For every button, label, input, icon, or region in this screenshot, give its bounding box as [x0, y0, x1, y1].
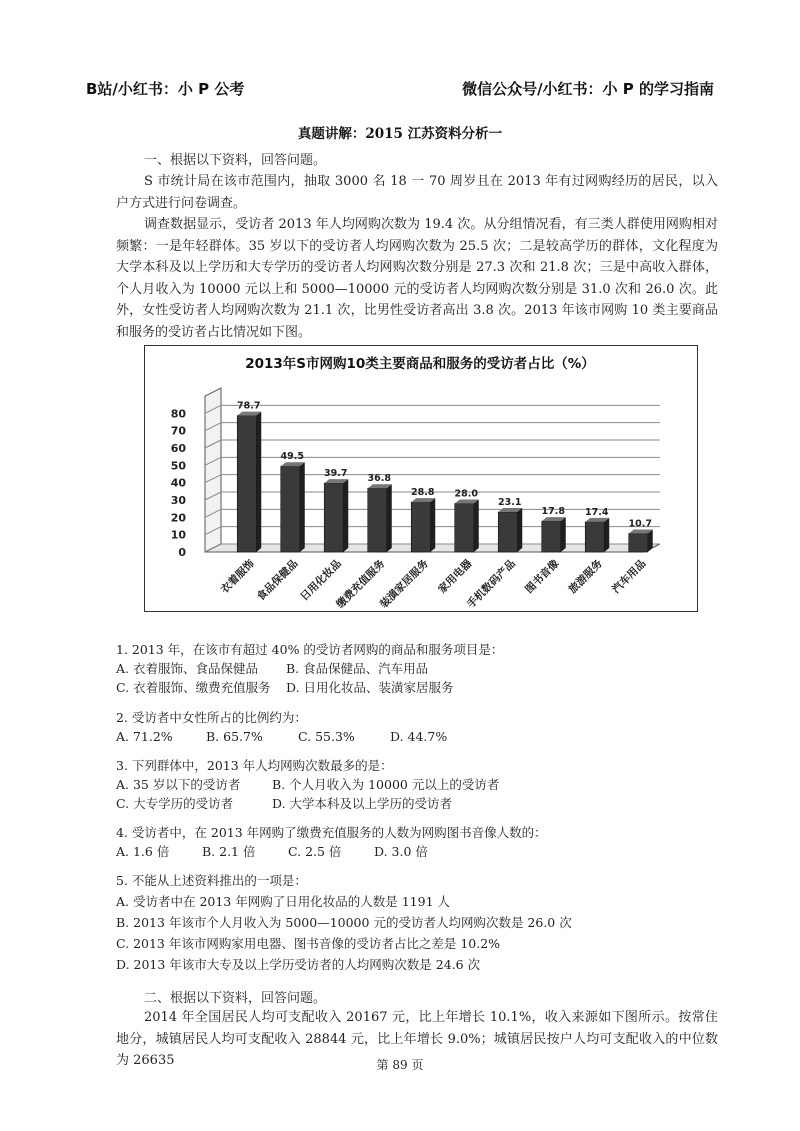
- x-tick-label: 缴费充值服务: [334, 557, 388, 611]
- option-a[interactable]: A. 71.2%: [116, 729, 173, 744]
- option-c[interactable]: C. 55.3%: [298, 729, 355, 744]
- page-number: 第 89 页: [376, 1058, 424, 1072]
- option-c[interactable]: C. 衣着服饰、缴费充值服务: [116, 680, 271, 695]
- section1-heading: 一、根据以下资料，回答问题。: [144, 153, 327, 168]
- option-a[interactable]: A. 35 岁以下的受访者: [116, 777, 241, 792]
- option-b[interactable]: B. 65.7%: [206, 729, 263, 744]
- y-tick-label: 40: [170, 476, 186, 490]
- question-3: [116, 756, 499, 813]
- data-label: 39.7: [324, 468, 348, 480]
- chart-title: 2013年S市网购10类主要商品和服务的受访者占比（%）: [245, 356, 595, 372]
- chart-frame: [144, 345, 698, 612]
- y-tick-label: 70: [170, 424, 186, 438]
- question-5: [116, 870, 572, 975]
- option-c[interactable]: C. 大专学历的受访者: [116, 796, 234, 811]
- option-a[interactable]: A. 1.6 倍: [116, 844, 170, 859]
- question-stem: 4. 受访者中，在 2013 年网购了缴费充值服务的人数为网购图书音像人数的：: [116, 825, 547, 840]
- data-label: 28.0: [454, 488, 478, 500]
- option-d[interactable]: D. 44.7%: [390, 729, 448, 744]
- option-c[interactable]: C. 2013 年该市网购家用电器、图书音像的受访者占比之差是 10.2%: [116, 936, 501, 951]
- header-right: 微信公众号/小红书：小 P 的学习指南: [462, 80, 714, 98]
- option-b[interactable]: B. 食品保健品、汽车用品: [286, 661, 429, 676]
- option-b[interactable]: B. 2013 年该市个人月收入为 5000—10000 元的受访者人均网购次数是 26.0 次: [116, 915, 572, 930]
- y-tick-label: 30: [170, 494, 186, 507]
- data-label: 23.1: [498, 496, 522, 508]
- data-label: 49.5: [280, 451, 304, 463]
- data-label: 36.8: [367, 473, 391, 485]
- y-tick-label: 60: [170, 442, 186, 455]
- option-d[interactable]: D. 3.0 倍: [374, 844, 428, 859]
- x-tick-label: 衣着服饰: [218, 557, 257, 596]
- header-left: B站/小红书：小 P 公考: [86, 80, 245, 98]
- x-tick-label: 旅游服务: [566, 557, 605, 596]
- option-c[interactable]: C. 2.5 倍: [288, 844, 342, 859]
- y-tick-label: 80: [170, 407, 186, 421]
- question-stem: 1. 2013 年，在该市有超过 40% 的受访者网购的商品和服务项目是：: [116, 642, 504, 657]
- data-label: 17.4: [585, 506, 609, 518]
- x-tick-label: 家用电器: [436, 557, 475, 596]
- y-tick-label: 20: [170, 511, 186, 525]
- option-b[interactable]: B. 个人月收入为 10000 元以上的受访者: [272, 777, 500, 792]
- data-label: 78.7: [237, 400, 261, 412]
- x-tick-label: 图书音像: [523, 557, 562, 596]
- option-d[interactable]: D. 2013 年该市大专及以上学历受访者的人均网购次数是 24.6 次: [116, 957, 481, 972]
- page-title: 真题讲解：2015 江苏资料分析一: [297, 126, 503, 142]
- option-d[interactable]: D. 大学本科及以上学历的受访者: [272, 796, 453, 811]
- y-tick-label: 10: [170, 528, 186, 542]
- y-tick-label: 0: [178, 546, 186, 559]
- data-label: 10.7: [628, 518, 652, 530]
- x-tick-label: 食品保健品: [254, 557, 301, 604]
- y-tick-label: 50: [170, 459, 186, 473]
- x-tick-label: 装潢家居服务: [377, 557, 431, 611]
- x-tick-label: 手机数码产品: [464, 557, 518, 611]
- option-a[interactable]: A. 衣着服饰、食品保健品: [116, 661, 258, 676]
- question-stem: 5. 不能从上述资料推出的一项是：: [116, 873, 307, 888]
- section1-paragraph-2: 调查数据显示，受访者 2013 年人均网购次数为 19.4 次。从分组情况看，有三类人群使用网购相对频繁：一是年轻群体。35 岁以下的受访者人均网购次数为 25.5 次；二是较高学历的群体，文化程度为大学本科及以上学历和大专学历的受访者人均网购次数分别是 27.3 次和 21.8 次；三是中高收入群体，个人月收入为 10000 元以上和 5000—10000 元的受访者人均网购次数分别是 31.0 次和 26.0 次。此外，女性受访者人均网购次数为 21.1 次，比男性受访者高出 3.8 次。2013 年该市网购 10 类主要商品和服务的受访者占比情况如下图。: [116, 217, 718, 340]
- question-4: [116, 823, 547, 861]
- section2-heading: 二、根据以下资料，回答问题。: [144, 991, 327, 1006]
- question-1: [116, 640, 503, 697]
- section1-paragraph-1: S 市统计局在该市范围内，抽取 3000 名 18 一 70 周岁且在 2013 年有过网购经历的居民，以入户方式进行问卷调查。: [116, 174, 718, 211]
- question-stem: 3. 下列群体中，2013 年人均网购次数最多的是：: [116, 758, 393, 773]
- option-a[interactable]: A. 受访者中在 2013 年网购了日用化妆品的人数是 1191 人: [116, 894, 450, 909]
- data-label: 28.8: [411, 487, 435, 499]
- x-tick-label: 汽车用品: [610, 557, 649, 596]
- x-tick-label: 日用化妆品: [298, 557, 344, 604]
- option-d[interactable]: D. 日用化妆品、装潢家居服务: [286, 680, 454, 695]
- option-b[interactable]: B. 2.1 倍: [202, 844, 256, 859]
- question-2: [116, 708, 447, 746]
- data-label: 17.8: [541, 506, 565, 518]
- question-stem: 2. 受访者中女性所占的比例约为：: [116, 710, 307, 725]
- section2-paragraph-1: 2014 年全国居民人均可支配收入 20167 元，比上年增长 10.1%，收入来源如下图所示。按常住地分，城镇居民人均可支配收入 28844 元，比上年增长 9.0%；城镇居民按户人均可支配收入的中位数为 26635: [116, 1010, 718, 1068]
